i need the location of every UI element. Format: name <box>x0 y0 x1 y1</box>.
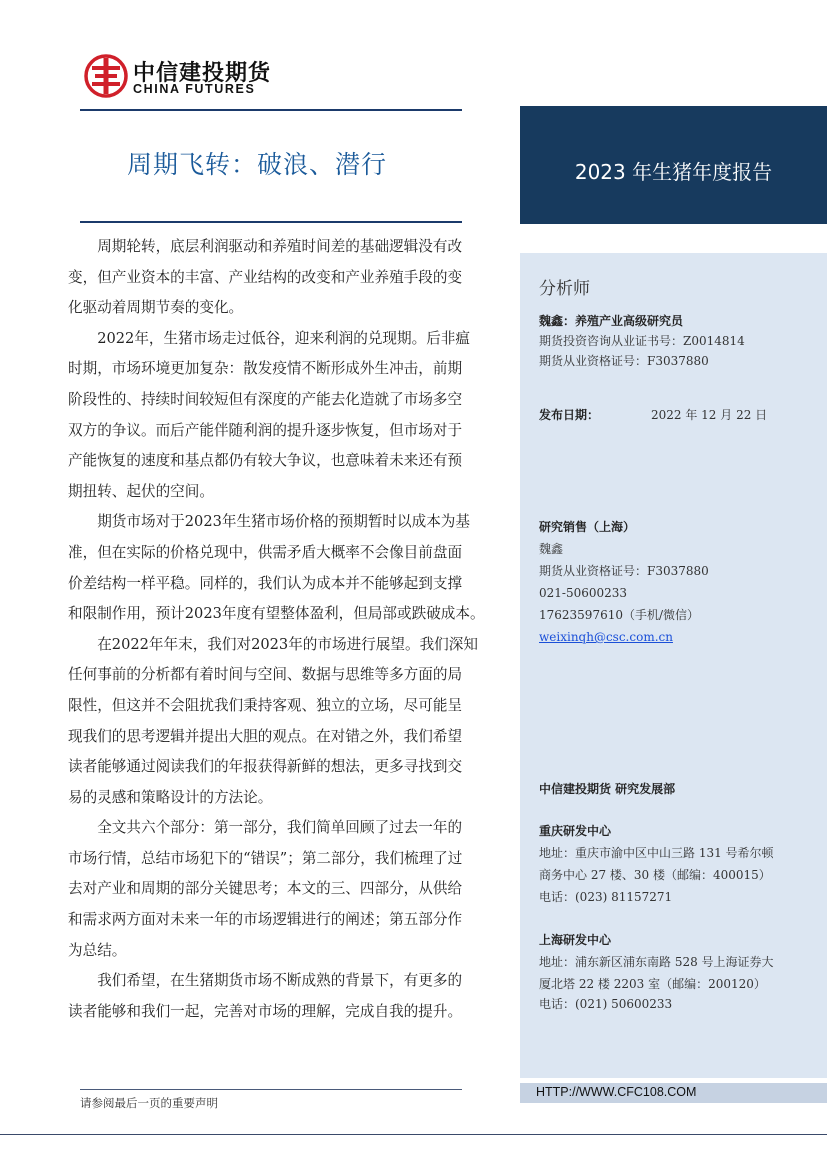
body-line: 阶段性的、持续时间较短但有深度的产能去化造就了市场多空 <box>68 390 463 408</box>
shanghai-address-2: 厦北塔 22 楼 2203 室（邮编：200120） <box>539 977 766 991</box>
logo-chinese-text: 中信建投期货 <box>133 61 272 86</box>
body-line: 双方的争议。而后产能伴随利润的提升逐步恢复，但市场对于 <box>68 421 463 439</box>
body-line: 期扭转、起伏的空间。 <box>68 482 214 500</box>
qualification-cert: 期货从业资格证号：F3037880 <box>539 354 709 368</box>
body-line: 去对产业和周期的部分关键思考；本文的三、四部分，从供给 <box>68 880 463 898</box>
body-line: 全文共六个部分：第一部分，我们简单回顾了过去一年的 <box>97 819 463 837</box>
body-paragraph <box>68 507 488 629</box>
body-line: 在2022年年末，我们对2023年的市场进行展望。我们深知 <box>97 635 478 653</box>
body-line: 和需求两方面对未来一年的市场逻辑进行的阐述；第五部分作 <box>68 911 463 929</box>
consult-cert: 期货投资咨询从业证书号：Z0014814 <box>539 334 745 348</box>
shanghai-address-1: 地址：浦东新区浦东南路 528 号上海证券大 <box>539 955 774 969</box>
footer-rule <box>0 1134 827 1135</box>
body-paragraph <box>68 630 488 814</box>
body-line: 期货市场对于2023年生猪市场价格的预期暂时以成本为基 <box>97 513 470 531</box>
sales-heading: 研究销售（上海） <box>539 520 636 534</box>
sales-phone: 021-50600233 <box>539 586 628 600</box>
body-line: 时期，市场环境更加复杂：散发疫情不断形成外生冲击，前期 <box>68 360 463 378</box>
body-line: 和限制作用，预计2023年度有望整体盈利，但局部或跌破成本。 <box>68 605 485 623</box>
body-line: 易的灵感和策略设计的方法论。 <box>68 788 273 806</box>
sidebar <box>520 253 827 1078</box>
company-logo <box>84 54 284 104</box>
body-line: 产能恢复的速度和基点都仍有较大争议，也意味着未来还有预 <box>68 452 463 470</box>
body-line: 周期轮转，底层利润驱动和养殖时间差的基础逻辑没有改 <box>97 238 463 255</box>
sales-email-link[interactable]: weixinqh@csc.com.cn <box>539 630 673 644</box>
disclaimer-note: 请参阅最后一页的重要声明 <box>80 1096 218 1110</box>
body-line: 价差结构一样平稳。同样的，我们认为成本并不能够起到支撑 <box>68 574 463 592</box>
body-line: 任何事前的分析都有着时间与空间、数据与思维等多方面的局 <box>68 666 463 684</box>
sales-name: 魏鑫 <box>539 542 564 556</box>
analyst-name-title: 魏鑫：养殖产业高级研究员 <box>539 314 684 328</box>
report-title-banner <box>520 106 827 224</box>
website-bar <box>520 1083 827 1103</box>
body-paragraph <box>68 966 488 1027</box>
shanghai-center-heading: 上海研发中心 <box>539 933 612 947</box>
sales-mobile: 17623597610（手机/微信） <box>539 608 700 622</box>
body-paragraph <box>68 324 488 508</box>
analyst-heading: 分析师 <box>539 279 590 299</box>
body-paragraph <box>68 813 488 966</box>
body-line: 为总结。 <box>68 941 127 959</box>
body-line: 市场行情，总结市场犯下的“错误”；第二部分，我们梳理了过 <box>68 849 463 867</box>
dept-name: 中信建投期货 研究发展部 <box>539 782 676 796</box>
publish-date: 2022 年 12 月 22 日 <box>651 408 768 422</box>
report-main-title: 周期飞转：破浪、潜行 <box>127 150 388 179</box>
body-line: 2022年，生猪市场走过低谷，迎来利润的兑现期。后非瘟 <box>97 329 470 347</box>
website-link[interactable]: HTTP://WWW.CFC108.COM <box>536 1085 697 1099</box>
title-rule <box>80 221 462 223</box>
body-line: 我们希望，在生猪期货市场不断成熟的背景下，有更多的 <box>97 972 463 990</box>
sales-cert: 期货从业资格证号：F3037880 <box>539 564 709 578</box>
publish-date-label: 发布日期： <box>539 408 600 422</box>
body-line: 现我们的思考逻辑并提出大胆的观点。在对错之外，我们希望 <box>68 727 463 745</box>
body-line: 准，但在实际的价格兑现中，供需矛盾大概率不会像目前盘面 <box>68 543 463 561</box>
body-line: 化驱动着周期节奏的变化。 <box>68 299 244 317</box>
body-paragraph <box>68 232 488 324</box>
header-rule <box>80 109 462 111</box>
shanghai-phone: 电话：(021) 50600233 <box>539 997 673 1011</box>
report-title: 2023 年生猪年度报告 <box>574 160 773 184</box>
logo-english-text: CHINA FUTURES <box>133 82 256 96</box>
body-end-rule <box>80 1089 462 1090</box>
chongqing-address-1: 地址：重庆市渝中区中山三路 131 号希尔顿 <box>539 846 774 860</box>
body-line: 读者能够和我们一起，完善对市场的理解，完成自我的提升。 <box>68 1002 463 1020</box>
summary-body <box>68 232 488 1027</box>
chongqing-center-heading: 重庆研发中心 <box>539 824 612 838</box>
body-line: 限性，但这并不会阻扰我们秉持客观、独立的立场，尽可能呈 <box>68 696 463 714</box>
citic-logo-icon <box>84 54 128 98</box>
chongqing-address-2: 商务中心 27 楼、30 楼（邮编：400015） <box>539 868 771 882</box>
body-line: 读者能够通过阅读我们的年报获得新鲜的想法，更多寻找到交 <box>68 758 463 776</box>
body-line: 变，但产业资本的丰富、产业结构的改变和产业养殖手段的变 <box>68 268 463 286</box>
chongqing-phone: 电话：(023) 81157271 <box>539 890 673 904</box>
